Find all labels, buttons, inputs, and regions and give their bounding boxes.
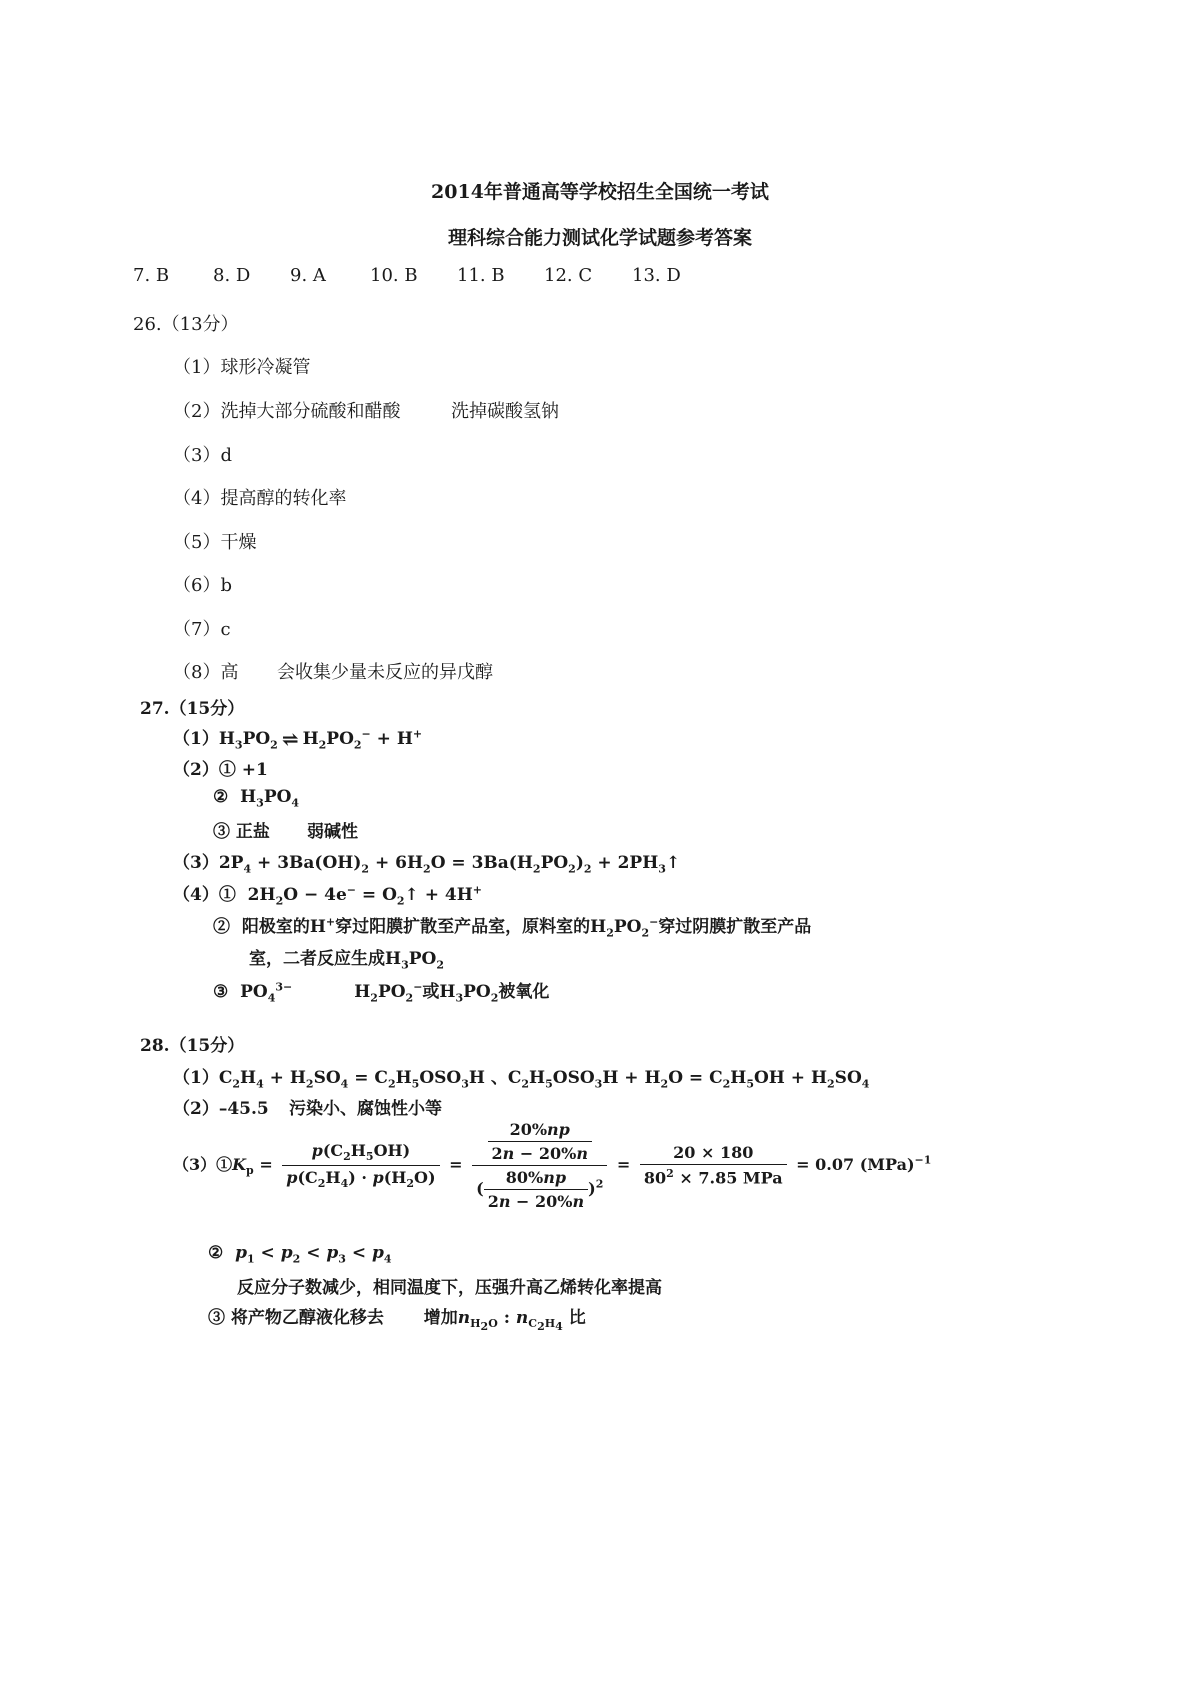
q28-text-h: 增加 (423, 1308, 458, 1328)
q27-answer-4-3: ③ $PO_4^{3-}$ $H_2PO_2^-$或$H_3PO_2$被氧化 (213, 980, 550, 1005)
mc-answer: 10. B (370, 265, 418, 286)
q28-answer-3-formula: $(3)①K_p$ = $\frac{p(C_2H_5OH)}{p(C_2H_4) \cdot p(H_2O)}$ = $\frac{20\%np}{2n - 20\%n}$ ( $\frac{80\%np}{2n - 20\%n}$ )$^2$ = $\frac{20 \times 180}{80^2 \times 7.85 MPa}$ = 0.07 (MPa)$^{-1}$ (173, 1120, 932, 1211)
circle-2-label: ② (213, 917, 230, 937)
circle-2-label: ② (208, 1243, 224, 1263)
q26-heading: 26.（13分） (133, 314, 239, 335)
page-subtitle: 理科综合能力测试化学试题参考答案 (447, 227, 752, 249)
q28-answer-3-2: ② $p_1 < p_2 < p_3 < p_4$ (208, 1243, 392, 1266)
q27-answer-1-label: （1） (173, 729, 219, 749)
mc-answer: 11. B (457, 265, 505, 286)
q28-answer-1: $(1)C_2H_4 + H_2SO_4 = C_2H_5OSO_3H$ 、$C_2H_5OSO_3H + H_2O = C_2H_5OH + H_2SO_4$ (173, 1068, 870, 1091)
q27-text-f: 被氧化 (498, 982, 550, 1002)
mc-answer: 12. C (544, 265, 593, 286)
mc-answer: 13. D (632, 265, 681, 286)
q27-answer-2-3: ③ 正盐 (213, 822, 270, 842)
mc-answer: 8. D (213, 265, 251, 286)
q27-answer-1: $(1)H_3PO_2$ ⇌ $H_2PO_2^- + H^+$ (173, 727, 423, 752)
q27-heading: 27.（15分） (140, 699, 245, 719)
q27-text-b: 穿过阳膜扩散至产品室，原料室的H (335, 917, 607, 937)
q28-answer-2: （2）–45.5 (173, 1099, 269, 1119)
q27-text-e: 或H (422, 982, 456, 1002)
q28-answer-3-2b: 反应分子数减少，相同温度下，压强升高乙烯转化率提高 (237, 1278, 662, 1298)
q27-answer-2-3b: 弱碱性 (307, 822, 358, 842)
q26-answer-4: （4）提高醇的转化率 (173, 488, 347, 509)
q26-answer-6: （6）b (173, 575, 232, 596)
mc-answer: 7. B (133, 265, 170, 286)
q28-answer-1-label: （1） (173, 1068, 219, 1088)
equilibrium-arrow-icon: ⇌ (281, 727, 299, 751)
kp-fraction: $\frac{p(C_2H_5OH)}{p(C_2H_4) \cdot p(H_2O)}$ (282, 1141, 439, 1190)
q27-answer-3: $(3)2P_4 + 3Ba(OH)_2 + 6H_2O = 3Ba(H_2PO_2)_2$ + $2PH_3↑$ (173, 853, 681, 876)
q27-answer-2-2: ② $H_3PO_4$ (213, 787, 300, 810)
kp-fraction-numeric: $\frac{20 \times 180}{80^2 \times 7.85 MPa}$ (640, 1143, 787, 1187)
circle-3-label: ③ (213, 982, 229, 1002)
q26-answer-7: （7）c (173, 619, 231, 640)
q27-text-c: 穿过阴膜扩散至产品 (658, 917, 812, 937)
kp-fraction-expanded: $\frac{20\%np}{2n - 20\%n}$ ( $\frac{80\%np}{2n - 20\%n}$ )$^2$ (472, 1120, 607, 1211)
q27-answer-3-label: （3） (173, 853, 219, 873)
q26-answer-2b: 洗掉碳酸氢钠 (451, 401, 559, 422)
q26-answer-5: （5）干燥 (173, 532, 257, 553)
q27-text-a: 阳极室的H (241, 917, 326, 937)
q28-text-i: 比 (568, 1308, 586, 1328)
kp-result: = 0.07 (MPa) (796, 1155, 915, 1174)
q27-text-d: 室，二者反应生成H (249, 949, 402, 969)
q27-answer-4-label: （4）① (173, 885, 236, 905)
q28-text-g: ③ 将产物乙醇液化移去 (208, 1308, 384, 1328)
q27-answer-4-1: （4）① $2H_2O - 4e^-$ = $O_2↑ + 4H^+$ (173, 883, 482, 908)
q27-answer-4-2b: 室，二者反应生成$H_3PO_2$ (249, 949, 444, 972)
q28-answer-3-label: （3）① (173, 1155, 233, 1174)
q26-answer-3: （3）d (173, 445, 232, 466)
page-title: 2014年普通高等学校招生全国统一考试 (431, 181, 769, 203)
q27-answer-2: （2）① +1 (173, 760, 268, 780)
q26-answer-2: （2）洗掉大部分硫酸和醋酸 (173, 401, 401, 422)
q28-answer-2b: 污染小、腐蚀性小等 (289, 1099, 442, 1119)
q26-answer-8b: 会收集少量未反应的异戊醇 (277, 662, 493, 683)
circle-2-label: ② (213, 787, 229, 807)
q28-answer-3-3: ③ 将产物乙醇液化移去 增加$n_{H_2O}$ : $n_{C_2H_4}$ 比 (208, 1308, 586, 1334)
mc-answer: 9. A (290, 265, 326, 286)
q26-answer-1: （1）球形冷凝管 (173, 357, 311, 378)
q27-answer-4-2: ② 阳极室的H+穿过阳膜扩散至产品室，原料室的$H_2PO_2^-$穿过阴膜扩散至产品 (213, 915, 812, 940)
q26-answer-8: （8）高 (173, 662, 239, 683)
q28-heading: 28.（15分） (140, 1036, 245, 1056)
